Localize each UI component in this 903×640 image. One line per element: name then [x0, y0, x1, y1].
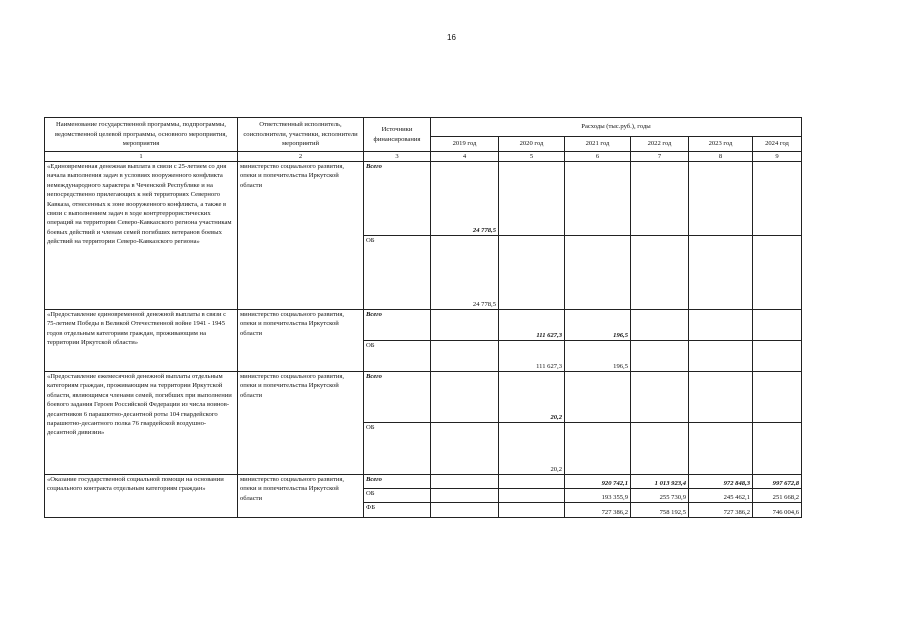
expense-value	[431, 423, 499, 475]
expense-value	[499, 489, 565, 503]
header-year: 2020 год	[499, 137, 565, 152]
funding-source: ОБ	[364, 423, 431, 475]
header-year: 2019 год	[431, 137, 499, 152]
expense-value	[499, 503, 565, 518]
funding-source: Всего	[364, 162, 431, 236]
expense-value	[565, 423, 631, 475]
executor: министерство социального развития, опеки и попечительства Иркутской области	[238, 475, 364, 518]
expense-value: 727 386,2	[689, 503, 753, 518]
expense-value	[689, 310, 753, 341]
expense-value: 758 192,5	[631, 503, 689, 518]
measure-name: «Единовременная денежная выплата в связи с 25-летием со дня начала выполнения задач в условиях вооруженного конфликта немеждународного характера в Чеченской Республике и на непосредственно прилегающих к ней территориях Северного Кавказа, отнесенных к зоне вооруженного конфликта, а также в связи с выполнением задач в ходе контртеррористических операций на территории Северо-Кавказского региона участникам боевых действий и членам семей погибших ветеранов боевых действий на территории Северо-Кавказского региона»	[45, 162, 238, 310]
header-executor: Ответственный исполнитель, соисполнители, участники, исполнители мероприятий	[238, 118, 364, 152]
expense-value	[689, 341, 753, 372]
expense-value	[631, 341, 689, 372]
expense-value	[753, 236, 802, 310]
header-year: 2022 год	[631, 137, 689, 152]
expense-value: 193 355,9	[565, 489, 631, 503]
executor: министерство социального развития, опеки и попечительства Иркутской области	[238, 372, 364, 475]
expense-value	[631, 423, 689, 475]
funding-source: Всего	[364, 372, 431, 423]
expense-value	[631, 310, 689, 341]
executor: министерство социального развития, опеки и попечительства Иркутской области	[238, 162, 364, 310]
funding-source: ОБ	[364, 341, 431, 372]
expense-value	[431, 310, 499, 341]
header-name: Наименование государственной программы, подпрограммы, ведомственной целевой программы, основного мероприятия, мероприятия	[45, 118, 238, 152]
expense-value: 251 668,2	[753, 489, 802, 503]
expense-value: 111 627,3	[499, 310, 565, 341]
column-number: 1	[45, 152, 238, 162]
expense-value	[631, 236, 689, 310]
page-number: 16	[447, 33, 456, 42]
expense-value	[565, 162, 631, 236]
expense-value: 196,5	[565, 310, 631, 341]
header-year: 2024 год	[753, 137, 802, 152]
expense-value: 111 627,3	[499, 341, 565, 372]
measure-name: «Оказание государственной социальной помощи на основании социального контракта отдельным категориям граждан»	[45, 475, 238, 518]
expense-value	[631, 372, 689, 423]
expense-value	[753, 372, 802, 423]
header-expenses: Расходы (тыс.руб.), годы	[431, 118, 802, 137]
expense-value	[753, 423, 802, 475]
column-number-row	[45, 152, 802, 162]
column-number: 4	[431, 152, 499, 162]
column-number: 7	[631, 152, 689, 162]
expense-value	[689, 162, 753, 236]
expense-value: 1 013 923,4	[631, 475, 689, 489]
measure-name: «Предоставление единовременной денежной выплаты в связи с 75-летием Победы в Великой Отечественной войне 1941 - 1945 годов отдельным категориям граждан, проживающим на территории Иркутской области»	[45, 310, 238, 372]
funding-source: ОБ	[364, 489, 431, 503]
header-source: Источники финансирования	[364, 118, 431, 152]
funding-source: ОБ	[364, 236, 431, 310]
column-number: 5	[499, 152, 565, 162]
expense-value	[431, 372, 499, 423]
table-row	[45, 372, 802, 423]
expense-value	[431, 489, 499, 503]
expense-value	[689, 236, 753, 310]
expense-value: 727 386,2	[565, 503, 631, 518]
expense-value: 920 742,1	[565, 475, 631, 489]
expense-value	[431, 475, 499, 489]
expense-value: 245 462,1	[689, 489, 753, 503]
column-number: 2	[238, 152, 364, 162]
expense-value	[753, 310, 802, 341]
header-year: 2023 год	[689, 137, 753, 152]
column-number: 9	[753, 152, 802, 162]
column-number: 6	[565, 152, 631, 162]
measure-name: «Предоставление ежемесячной денежной выплаты отдельным категориям граждан, проживающим на территории Иркутской области, являющимся членами семей, погибших при выполнении боевого задания Героев Российской Федерации из числа воинов-десантников 6 парашютно-десантной роты 104 гвардейского парашютно-десантного полка 76 гвардейской воздушно-десантной дивизии»	[45, 372, 238, 475]
table-body	[45, 162, 802, 518]
funding-source: ФБ	[364, 503, 431, 518]
expense-value	[753, 341, 802, 372]
expense-value	[499, 475, 565, 489]
budget-table	[44, 117, 802, 518]
expense-value	[689, 423, 753, 475]
table-row	[45, 310, 802, 341]
column-number: 3	[364, 152, 431, 162]
expense-value: 20,2	[499, 372, 565, 423]
expense-value	[631, 162, 689, 236]
expense-value: 255 730,9	[631, 489, 689, 503]
funding-source: Всего	[364, 475, 431, 489]
expense-value: 24 778,5	[431, 236, 499, 310]
expense-value: 997 672,8	[753, 475, 802, 489]
expense-value	[499, 236, 565, 310]
expense-value	[565, 236, 631, 310]
expense-value: 972 848,3	[689, 475, 753, 489]
table-row	[45, 475, 802, 489]
funding-source: Всего	[364, 310, 431, 341]
expense-value: 24 778,5	[431, 162, 499, 236]
expense-value: 196,5	[565, 341, 631, 372]
expense-value	[499, 162, 565, 236]
column-number: 8	[689, 152, 753, 162]
executor: министерство социального развития, опеки и попечительства Иркутской области	[238, 310, 364, 372]
expense-value	[431, 503, 499, 518]
expense-value	[689, 372, 753, 423]
expense-value: 746 004,6	[753, 503, 802, 518]
expense-value	[753, 162, 802, 236]
expense-value: 20,2	[499, 423, 565, 475]
header-year: 2021 год	[565, 137, 631, 152]
expense-value	[565, 372, 631, 423]
table-row	[45, 162, 802, 236]
table-header	[45, 118, 802, 162]
expense-value	[431, 341, 499, 372]
